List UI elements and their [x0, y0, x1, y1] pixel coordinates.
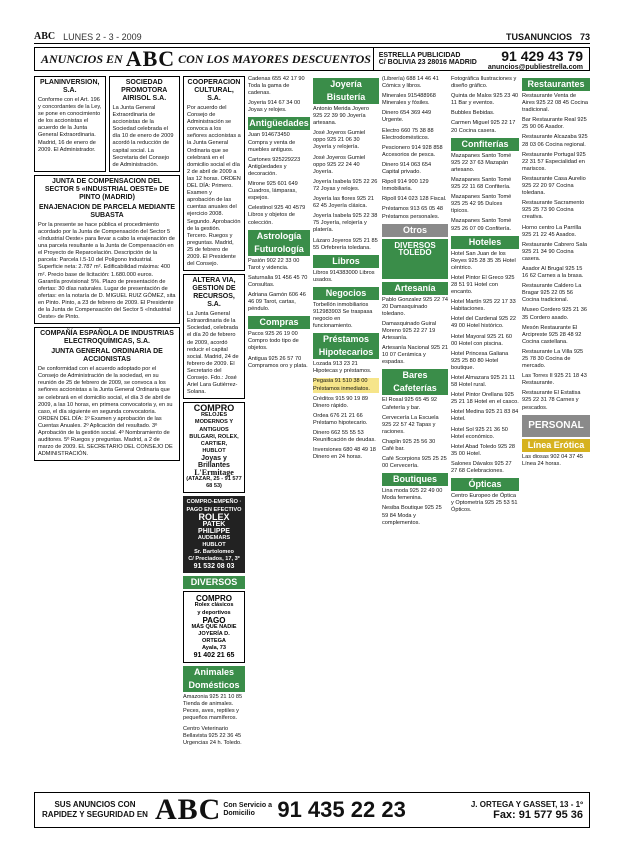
bottom-banner — [34, 792, 590, 828]
list-item: Adriana Gamón 606 46 46 09 Tarot, cartas, péndulo. — [248, 291, 306, 313]
agency-phone: 91 429 43 79 — [501, 47, 583, 64]
section-linea-erotica: Línea Erótica — [522, 439, 590, 452]
column-legal — [34, 76, 180, 788]
page-header — [34, 30, 590, 44]
list-item: Restaurante Sacramento 925 25 73 90 Cocina creativa. — [522, 200, 585, 221]
list-item: Las Torres II 925 21 18 43 Restaurante. — [522, 373, 587, 387]
list-item: Restaurante Venta de Aires 925 22 08 45 Cocina tradicional. — [522, 93, 588, 114]
column-4 — [313, 76, 379, 788]
list-item: Mirone 925 601 649 Cuadros, lámparas, espejos. — [248, 181, 298, 202]
ad-line: HUBLOT — [202, 541, 226, 548]
section-antiguedades: Antigüedades — [249, 118, 309, 129]
list-item: Torbellón inmobiliarios 912983903 Se traspasa negocio en funcionamiento. — [313, 301, 373, 330]
list-item: Hotel Princesa Galiana 925 25 80 80 Hotel boutique. — [451, 350, 509, 371]
ad-compro-relojes — [183, 402, 245, 493]
list-item: Quinta de Malos 925 23 40 11 Bar y eventos. — [451, 93, 519, 107]
section-personal: PERSONAL — [522, 415, 590, 437]
list-item: Ordea 676 21 21 66 Préstamo hipotecario. — [313, 412, 368, 426]
ad-line: C/ Preciados, 17, 3º — [188, 556, 240, 563]
header-logo: ABC — [34, 31, 56, 42]
notice-altera — [183, 274, 245, 399]
ad-line: MÁS QUE NADIE — [191, 623, 237, 630]
list-item: Celestinol 925 40 4579 Libros y objetos de colección. — [248, 205, 306, 226]
header-section: TUSANUNCIOS — [505, 31, 572, 42]
list-item: Joyería Isabela 925 22 26 72 Joyas y relojes. — [313, 178, 378, 192]
list-item: Préstamos 913 65 05 48 Préstamos personales. — [382, 206, 443, 220]
notice-title: JUNTA DE COMPENSACION DEL SECTOR 5 «INDUSTRIAL OESTE» DE PINTO (MADRID) — [44, 177, 170, 201]
list-item: Amazonia 925 21 10 85 Tienda de animales. Peces, aves, reptiles y pequeños mamíferos. — [183, 694, 243, 722]
list-item: Cartones 925229223 Antigüedades y decoración. — [248, 156, 301, 177]
ad-line: RELOJES MODERNOS Y ANTIGUOS — [194, 412, 234, 433]
section-libros: Libros — [313, 255, 379, 268]
list-item: Café Scorpions 925 25 25 00 Cervecería. — [382, 456, 447, 470]
list-item: Bubbles Bebidas. — [451, 110, 495, 117]
list-item: José Joyeros Gumiel oppo 925 22 24 40 Joyería. — [313, 154, 366, 175]
ad-line: Joyas y Brillantes — [198, 454, 230, 470]
section-bares: Bares Cafeterías — [382, 369, 448, 395]
list-item: Electro 660 75 38 88 Electrodomésticos. — [382, 127, 434, 141]
notice-title: SOCIEDAD PROMOTORA AIRISOL S.A. — [121, 79, 168, 102]
section-prestamos: Préstamos Hipotecarios — [313, 333, 379, 359]
top-banner — [34, 47, 590, 71]
list-item: Lázaro Joyeros 925 21 85 55 Orfebrería toledana. — [313, 237, 378, 251]
ad-compro-rolex — [183, 591, 245, 663]
ad-line: Rolex clásicos — [194, 602, 234, 609]
section-artesania: Artesanía — [382, 282, 448, 295]
list-item: Lozada 913 23 21 Hipotecas y préstamos. — [313, 361, 372, 375]
ad-line: L'Ermitage — [194, 468, 234, 478]
list-item: Ripoll 914 023 128 Fiscal. — [382, 196, 447, 203]
list-item: Restaurante Caldero La Bragar 925 22 05 56 Cocina tradicional. — [522, 283, 582, 304]
ad-line: COMPRO — [196, 594, 232, 604]
list-item: Hotel del Cardenal 925 22 49 00 Hotel histórico. — [451, 316, 516, 330]
ad-line: BULGARI, ROLEX, CARTIER, — [189, 433, 239, 447]
list-item: Mazapanes Santo Tomé 925 22 11 68 Confitería. — [451, 176, 512, 191]
ad-line: Sr. Bartolomeo — [194, 549, 234, 556]
list-item: Restaurante Casa Aurelio 925 22 20 97 Cocina toledana. — [522, 175, 586, 197]
list-item: José Joyeros Gumiel oppo 925 21 06 30 Joyería y relojería. — [313, 130, 366, 151]
list-item: Joyería Isabela 925 22 38 75 Joyería, relojería y platería. — [313, 213, 378, 234]
list-item: Restaurante La Villa 925 25 78 30 Cocina de mercado. — [522, 348, 584, 370]
list-item: Las diosas 902 04 37 45 Línea 24 horas. — [522, 453, 583, 467]
list-item: Hotel Mayoral 925 21 60 00 Hotel con piscina. — [451, 333, 512, 347]
page-number: 73 — [579, 31, 590, 42]
list-item: Restaurante Alcazaba 925 28 03 06 Cocina regional. — [522, 134, 588, 148]
list-item: Libros 914383000 Libros usados. — [313, 269, 375, 283]
list-item: Restaurante El Estatisa 925 22 31 78 Carnes y pescados. — [522, 390, 581, 411]
ad-line: AUDEMARS — [197, 534, 231, 541]
section-restaurantes: Restaurantes — [522, 78, 590, 91]
footer-address: J. ORTEGA Y GASSET, 13 - 1º — [470, 800, 583, 809]
banner-left-text: ANUNCIOS EN — [41, 51, 123, 66]
notice-subtitle: ENAJENACION DE PARCELA MEDIANTE SUBASTA — [38, 203, 176, 219]
column-3 — [248, 76, 310, 788]
notice-junta-pinto — [34, 175, 180, 324]
section-negocios: Negocios — [313, 287, 379, 300]
notice-title: ALTERA VIA, GESTION DE RECURSOS, S.A. — [192, 277, 236, 309]
column-7 — [522, 76, 590, 788]
list-item: Joyeria 914 67 34 00 Joyas y relojes. — [248, 100, 301, 114]
notice-subtitle: JUNTA GENERAL ORDINARIA DE ACCIONISTAS — [51, 348, 163, 364]
section-confiterias: Confiterías — [451, 138, 519, 151]
section-hoteles: Hoteles — [451, 236, 519, 249]
section-animales: Animales Domésticos — [183, 666, 245, 692]
list-item: Damasquinado Guiral Moreno 925 22 27 19 Artesanía. — [382, 320, 437, 342]
agency-box — [373, 48, 482, 70]
notice-title: PLANINVERSION, S.A. — [39, 79, 100, 94]
ad-line: 91 402 21 65 — [193, 652, 235, 660]
banner-right-text: CON LOS MAYORES DESCUENTOS — [178, 51, 371, 66]
list-item: Inversiones 680 48 49 18 Dinero en 24 horas. — [313, 447, 376, 461]
ad-line: HUBLOT — [202, 447, 226, 454]
notice-airisol — [109, 76, 181, 172]
list-item: Museo Cordero 925 21 36 35 Cordero asado. — [522, 307, 587, 321]
notice-cooperacion — [183, 76, 245, 271]
list-item: Restaurante Portugal 925 22 31 57 Especialidad en mariscos. — [522, 151, 586, 172]
list-item: Hotel San Juan de los Reyes 925 28 35 35 Hotel céntrico. — [451, 250, 516, 271]
notice-title: COMPAÑÍA ESPAÑOLA DE INDUSTRIAS ELECTROQUÍMICAS, S.A. — [40, 330, 174, 346]
list-item: Pasión 902 22 33 00 Tarot y videncia. — [248, 257, 300, 271]
column-5 — [382, 76, 448, 788]
list-item: Hotel Sol 925 21 36 50 Hotel económico. — [451, 426, 508, 440]
section-opticas: Ópticas — [451, 478, 519, 491]
list-item: Asador Al Brugal 925 15 16 62 Carnes a la brasa. — [522, 265, 584, 280]
column-2 — [183, 76, 245, 788]
ad-line: Ayala, 73 — [201, 645, 227, 651]
agency-name: ESTRELLA PUBLICIDAD — [378, 52, 461, 59]
list-item: Dinero 914 063 654 Capital privado. — [382, 161, 432, 176]
notice-text: Conforme con el Art. 196 y concordantes de la Ley, se pone en conocimiento de los accionistas el acuerdo de la Junta General Extraordinaria. Madrid, 16 de enero de 2009. El Administrador. — [38, 97, 102, 153]
section-astrologia: Astrología Futurología — [248, 230, 310, 256]
list-item: Centro Veterinario Bellavista 925 22 36 45 Urgencias 24 h. Toledo. — [183, 725, 242, 746]
ad-line: PATEK PHILIPPE — [198, 520, 230, 535]
ad-line: COMPRO-EMPEÑO · PAGO EN EFECTIVO — [186, 499, 242, 513]
footer-brand: ABC — [155, 793, 222, 826]
list-item: Cadenas 655 42 17 90 Toda la gama de cadenas. — [248, 76, 305, 97]
list-item: Créditos 915 90 19 89 Dinero rápido. — [313, 395, 369, 409]
list-item: Mazapanes Santo Tomé 925 26 07 09 Confitería. — [451, 218, 512, 232]
list-item: Artesanía Nacional 925 21 10 07 Cerámica y espadas. — [382, 345, 448, 366]
ad-line: 91 532 08 03 — [193, 563, 235, 571]
ad-line: (ATAZAR, 25 - 91 577 68 53) — [186, 476, 242, 490]
list-item: Dinero 654 369 449 Urgente. — [382, 110, 432, 124]
list-item: Nesiba Boutique 925 25 59 84 Moda y complementos. — [382, 505, 442, 526]
list-item: Mazapanes Santo Tomé 925 22 37 63 Mazapán artesano. — [451, 152, 512, 173]
list-item: Juan 914673450 Compra y venta de muebles antiguos. — [248, 132, 296, 153]
footer-service: Con Servicio a Domicilio — [223, 802, 272, 817]
list-item: Bar Restaurante Real 925 25 90 06 Asador. — [522, 117, 587, 131]
list-item: Saturnalia 91 456 45 70 Consultas. — [248, 274, 308, 288]
list-item: Ripoll 914 900 129 Inmobiliaria. — [382, 179, 429, 193]
list-item: Pescionero 914 928 858 Accesorios de pesca. — [382, 144, 443, 158]
ad-line: y deportivos — [197, 609, 231, 616]
list-item: Salones Dávalos 925 27 27 68 Celebraciones. — [451, 460, 512, 475]
ad-line: ROLEX — [198, 511, 230, 522]
agency-address: C/ BOLIVIA 23 28016 MADRID — [378, 59, 477, 66]
list-item: Hotel Abad Toledo 925 28 35 00 Hotel. — [451, 443, 515, 457]
list-item: Hotel Martín 925 22 17 33 Habitaciones. — [451, 299, 516, 313]
list-item: Cervecería La Escuela 925 22 57 42 Tapas y raciones. — [382, 414, 439, 435]
footer-address-block — [471, 799, 589, 821]
section-diversos: DIVERSOS — [183, 576, 245, 589]
notice-text: La Junta General Extraordinaria de accionistas de la Sociedad celebrada el día 10 de enero de 2009 acordó la reducción de capital social. La Secretaria del Consejo de Administración. — [112, 105, 174, 168]
list-item: Centro Europeo de Óptica y Optometría 925 25 53 51 Ópticos. — [451, 493, 518, 514]
list-item: Antonio Merida Joyero 925 22 39 90 Joyería artesana. — [313, 106, 369, 127]
list-item: Chaplin 925 25 56 30 Café bar. — [382, 438, 436, 452]
list-item: Hotel Almazara 925 21 11 58 Hotel rural. — [451, 375, 515, 389]
list-item: Joyería las flores 925 21 62 45 Joyería clásica. — [313, 196, 374, 210]
notice-planinversion — [34, 76, 106, 172]
notice-electroquimicas — [34, 327, 180, 461]
list-item: Hotel Pintor El Greco 925 28 51 91 Hotel con encanto. — [451, 274, 515, 296]
section-otros: Otros — [382, 224, 448, 237]
list-item: Carmen Miguel 925 22 17 20 Cocina casera. — [451, 120, 516, 134]
agency-contact — [482, 48, 589, 71]
list-item: Dinero 662 55 55 53 Reunificación de deudas. — [313, 430, 376, 444]
list-item: Pablo Gonzalez 925 22 74 20 Damasquinado toledano. — [382, 296, 448, 317]
ad-rolex-patek — [183, 496, 245, 573]
list-item: Minerales 915488968 Minerales y fósiles. — [382, 93, 436, 107]
notice-text: La Junta General Extraordinaria de la Sociedad, celebrada el día 20 de febrero de 2009, acordó reducir el capital social. Madrid, 24 de febrero de 2009. El Secretario del Consejo. Fdo.: José Ariel Lara Gutiérrez-Solana. — [187, 311, 239, 396]
list-item: Horno centro La Parrilla 925 21 22 45 Asados. — [522, 224, 582, 238]
section-joyeria: Joyería Bisutería — [313, 78, 379, 104]
banner-brand: ABC — [125, 46, 176, 71]
ad-line: DIVERSOS TOLEDO — [394, 240, 436, 257]
list-item: Fotográfica Ilustraciones y diseño gráfico. — [451, 76, 517, 90]
ad-line: PAGO — [202, 615, 226, 625]
footer-fax: Fax: 91 577 95 36 — [493, 809, 583, 821]
list-item: Pacos 925 26 19 00 Compro todo tipo de objetos. — [248, 331, 299, 352]
ad-line: JOYERÍA D. ORTEGA — [198, 630, 230, 644]
footer-slogan: SUS ANUNCIOS CON RAPIDEZ Y SEGURIDAD EN — [42, 800, 148, 819]
list-item-highlight: Pegasia 91 510 38 00 Préstamos inmediatos. — [313, 378, 379, 392]
list-item: Hotel Medina 925 21 83 84 Hotel. — [451, 409, 519, 423]
agency-email: anuncios@publiestrella.com — [487, 63, 583, 71]
list-item: Antigua 925 26 57 70 Compramos oro y plata. — [248, 355, 308, 369]
section-boutiques: Boutiques — [382, 473, 448, 486]
list-item: Restaurante Cabrero Sala 925 21 34 90 Cocina casera. — [522, 241, 587, 262]
list-item: Lina moda 925 22 49 00 Moda femenina. — [382, 488, 443, 502]
ad-diversos-toledo — [382, 239, 448, 279]
list-item: El Rosal 925 65 45 92 Cafetería y bar. — [382, 397, 438, 411]
notice-text: Por la presente se hace pública el procedimiento acordado por la Junta de Compensación del Sector 5 «Industrial Oeste» para llevar a cabo la enajenación de una parcela resultante a la Junta de Compensación en el Proyecto de Reparcelación. Descripción de la parcela: Parcela I.5-10 del Polígono Industrial. Superficie neta: 2.787 m². Edificabilidad máxima: 400 m². Precio base de licitación: 1.680.000 euros. Garantía provisional: 5%. Plazo de presentación de ofertas: 30 días naturales. Lugar de presentación de ofertas: en la notaría de D. MIGUEL RUIZ GÓMEZ, sita en Pinto. Pinto, a 23 de febrero de 2009. El Presidente de la Junta de Compensación del Sector 5 «Industrial Oeste» de Pinto. — [38, 221, 176, 321]
column-6 — [451, 76, 519, 788]
list-item: Mesón Restaurante El Arcipreste 925 28 48 92 Cocina castellana. — [522, 324, 582, 345]
footer-phone: 91 435 22 23 — [277, 797, 406, 822]
list-item: Hotel Pintor Orellana 925 25 21 18 Hotel en el casco. — [451, 392, 519, 406]
notice-text: Por acuerdo del Consejo de Administración se convoca a los señores accionistas a la Junta General Ordinaria que se celebrará en el domicilio social el día 2 de abril de 2009 a las 12 horas. ORDEN DEL DÍA: Primero. Examen y aprobación de las cuentas anuales del ejercicio 2008. Segundo. Aprobación de la gestión. Tercero. Ruegos y preguntas. Madrid, 25 de febrero de 2009. El Presidente del Consejo. — [187, 105, 241, 268]
section-compras: Compras — [248, 316, 310, 329]
notice-title: COOPERACION CULTURAL, S.A. — [187, 79, 241, 102]
notice-text: De conformidad con el acuerdo adoptado por el Consejo de Administración de la sociedad, en su reunión de 25 de febrero de 2009, se convoca a los señores accionistas a la Junta General Ordinaria que se celebrará en el domicilio social, el día 3 de abril de 2009, a las 10 horas, en primera convocatoria y, en su caso, el día siguiente en segunda convocatoria. ORDEN DEL DÍA: 1º Examen y aprobación de las Cuentas Anuales. 2º Aplicación del resultado. 3º Aprobación de la gestión social. 4º Nombramiento de auditores. 5º Ruegos y preguntas. Madrid, a 2 de marzo de 2009. EL SECRETARIO DEL CONSEJO DE ADMINISTRACIÓN. — [38, 366, 173, 458]
header-date: LUNES 2 - 3 - 2009 — [63, 31, 142, 42]
list-item: Mazapanes Santo Tomé 925 25 42 95 Dulces típicos. — [451, 194, 512, 215]
list-item: (Librería) 688 14 46 41 Cómics y libros. — [382, 76, 439, 90]
ad-line: COMPRO — [193, 403, 235, 414]
